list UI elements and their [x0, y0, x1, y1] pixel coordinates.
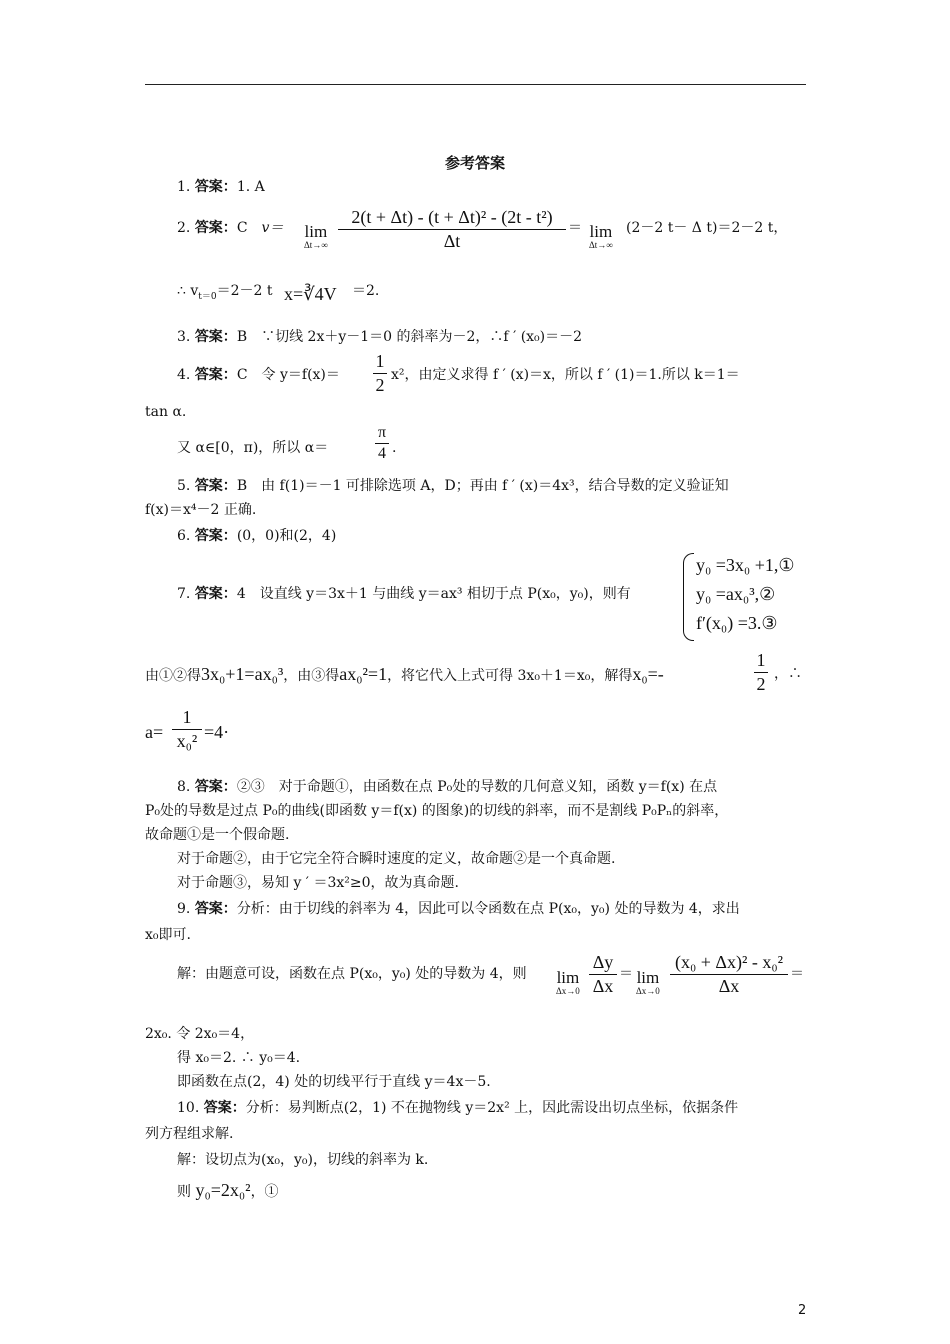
answer-5: 5. 答案：B 由 f(1)＝－1 可排除选项 A，D；再由 f ′ (x)＝4x³，结合导数的定义验证知: [177, 478, 729, 494]
answer-4-line2: tan α.: [145, 404, 187, 420]
answer-4-cont: x²，由定义求得 f ′ (x)＝x，所以 f ′ (1)＝1.所以 k＝1＝: [391, 367, 740, 383]
answer-5-line2: f(x)＝x⁴－2 正确.: [145, 502, 257, 518]
answer-9-line5: 得 x₀＝2. ∴ y₀＝4.: [177, 1050, 301, 1066]
answer-2-lim-b: lim Δt→∞: [589, 222, 613, 250]
answer-9: 9. 答案：分析：由于切线的斜率为 4，因此可以令函数在点 P(x₀，y₀) 处的导数为 4，求出: [177, 901, 740, 917]
answer-9-eq2: ＝: [790, 966, 804, 982]
system-eq-3: f′(x₀) =3.③: [696, 613, 778, 633]
answer-10-line3: 解：设切点为(x₀，y₀)，切线的斜率为 k.: [177, 1152, 429, 1168]
answer-7: 7. 答案：4 设直线 y＝3x＋1 与曲线 y＝ax³ 相切于点 P(x₀，y₀)，则有: [177, 586, 631, 602]
page-title: 参考答案: [444, 154, 505, 172]
answer-7-half: 1 2: [754, 650, 768, 695]
answer-7-line2: 由①②得3x₀+1=ax₀³，由③得ax₀²=1，将它代入上式可得 3x₀＋1＝x₀，解得x₀=-: [145, 664, 664, 684]
answer-4-half: 1 2: [373, 351, 387, 396]
answer-9-line4: 2x₀. 令 2x₀＝4，: [145, 1026, 255, 1042]
answer-8-line5: 对于命题③，易知 y ′ ＝3x²≥0，故为真命题.: [177, 875, 459, 891]
system-eq-2: y₀ =ax₀³,②: [696, 584, 776, 604]
answer-9-lim-b: lim Δx→0: [636, 968, 660, 996]
answer-10-line2: 列方程组求解.: [145, 1126, 234, 1142]
answer-4-line3-end: .: [392, 440, 397, 456]
answer-7-a-value: =4·: [204, 722, 230, 742]
answer-7-therefore: ，∴: [774, 666, 802, 682]
answer-2-tail: (2－2 t－ Δ t)＝2－2 t，: [626, 220, 788, 236]
answer-9-lim: lim Δx→0: [556, 968, 580, 996]
answer-2-head: 2. 答案：C v＝: [177, 220, 284, 236]
equation-system-brace: [683, 553, 694, 641]
answer-8-line3: 故命题①是一个假命题.: [145, 827, 290, 843]
answer-7-a-fraction: 1 x₀²: [172, 707, 202, 752]
answer-9-line2: x₀即可.: [145, 927, 191, 943]
answer-1: 1. 答案：1. A: [177, 179, 265, 195]
answer-6: 6. 答案：(0，0)和(2，4): [177, 528, 337, 544]
answer-3: 3. 答案：B ∵切线 2x＋y－1＝0 的斜率为－2，∴f ′ (x₀)＝－2: [177, 329, 583, 345]
answer-2-line2: ∴ $v_{t=0}=2-2$ t: [177, 283, 273, 302]
answer-2-lim: lim Δt→∞: [304, 222, 328, 250]
answer-4-line3: 又 α∈[0，π)，所以 α＝: [177, 440, 329, 456]
page-number: 2: [798, 1303, 807, 1318]
answer-8-line2: P₀处的导数是过点 P₀的曲线(即函数 y＝f(x) 的图象)的切线的斜率，而不是割线 P₀Pₙ的斜率，: [145, 803, 729, 819]
answer-9-line6: 即函数在点(2，4) 处的切线平行于直线 y＝4x－5.: [177, 1074, 491, 1090]
header-rule: [145, 84, 806, 85]
answer-9-line3: 解：由题意可设，函数在点 P(x₀，y₀) 处的导数为 4，则: [177, 966, 527, 982]
answer-2-x-formula: x=∛4V: [284, 284, 337, 304]
answer-2-fraction: 2(t + Δt) - (t + Δt)² - (2t - t²) Δt: [338, 207, 566, 252]
answer-9-dydx: Δy Δx: [589, 952, 617, 997]
answer-2-eq: ＝: [568, 220, 582, 236]
answer-2-line2-end: ＝2.: [352, 283, 380, 299]
answer-7-a-label: a=: [145, 722, 164, 742]
answer-9-diff-quotient: (x₀ + Δx)² - x₀² Δx: [670, 952, 788, 997]
system-eq-1: y₀ =3x₀ +1,①: [696, 555, 795, 575]
answer-4: 4. 答案：C 令 y＝f(x)＝: [177, 367, 340, 383]
answer-10: 10. 答案：分析：易判断点(2，1) 不在抛物线 y＝2x² 上，因此需设出切点坐标，依据条件: [177, 1100, 739, 1116]
answer-8-line4: 对于命题②，由于它完全符合瞬时速度的定义，故命题②是一个真命题.: [177, 851, 616, 867]
answer-4-pi-fraction: π 4: [375, 424, 389, 463]
answer-9-eq: ＝: [619, 966, 633, 982]
answer-10-line4: 则 y₀=2x₀²，①: [177, 1180, 279, 1200]
answer-8: 8. 答案：②③ 对于命题①，由函数在点 P₀处的导数的几何意义知，函数 y＝f(x) 在点: [177, 779, 718, 795]
